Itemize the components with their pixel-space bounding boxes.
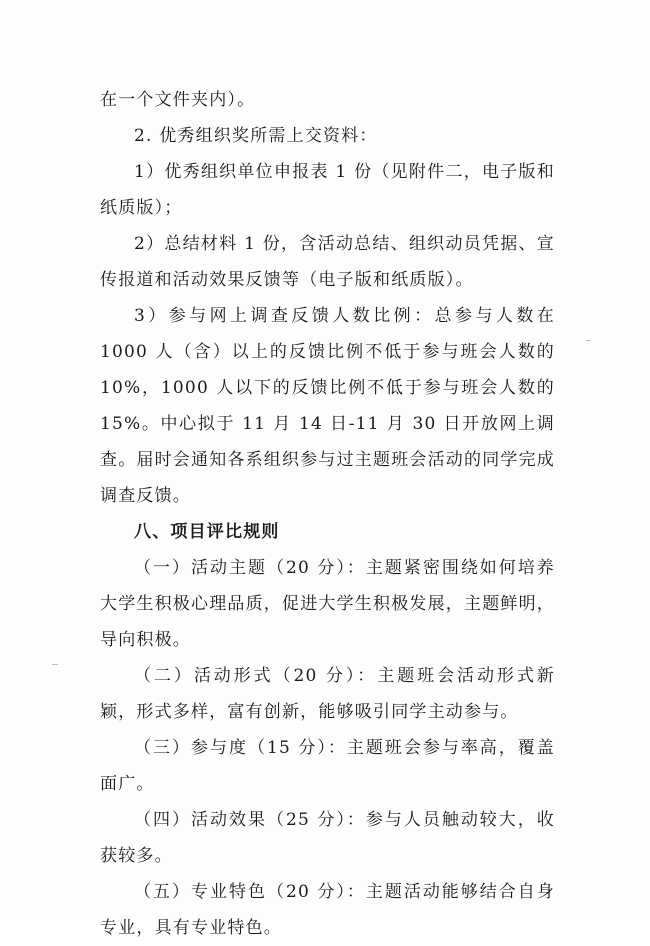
document-body (100, 82, 555, 946)
paragraph-item-1: 1）优秀组织单位申报表 1 份（见附件二，电子版和纸质版）； (100, 162, 555, 218)
rule-activity-effect: （四）活动效果（25 分）：参与人员触动较大，收获较多。 (100, 810, 555, 866)
rule-activity-theme: （一）活动主题（20 分）：主题紧密围绕如何培养大学生积极心理品质，促进大学生积极发展，主题鲜明，导向积极。 (100, 558, 555, 650)
paragraph-item-3: 3）参与网上调查反馈人数比例：总参与人数在 1000 人（含）以上的反馈比例不低于参与班会人数的 10%，1000 人以下的反馈比例不低于参与班会人数的 15%。中心拟于 11 月 14 日-11 月 30 日开放网上调查。届时会通知各系组织参与过主题班会活动的同学完成调查反馈。 (100, 306, 555, 506)
paragraph-continuation: 在一个文件夹内）。 (100, 90, 256, 110)
paragraph-item-2: 2）总结材料 1 份，含活动总结、组织动员凭据、宣传报道和活动效果反馈等（电子版和纸质版）。 (100, 234, 555, 290)
section-heading-rules: 八、项目评比规则 (134, 522, 280, 542)
rule-participation: （三）参与度（15 分）：主题班会参与率高，覆盖面广。 (100, 738, 555, 794)
rule-activity-form: （二）活动形式（20 分）：主题班会活动形式新颖，形式多样，富有创新，能够吸引同学主动参与。 (100, 666, 555, 722)
rule-professional-feature: （五）专业特色（20 分）：主题活动能够结合自身专业，具有专业特色。 (100, 882, 555, 938)
paragraph-award-materials: 2. 优秀组织奖所需上交资料： (134, 126, 378, 146)
scan-mark-right (586, 340, 591, 341)
scan-mark-left (52, 664, 58, 665)
